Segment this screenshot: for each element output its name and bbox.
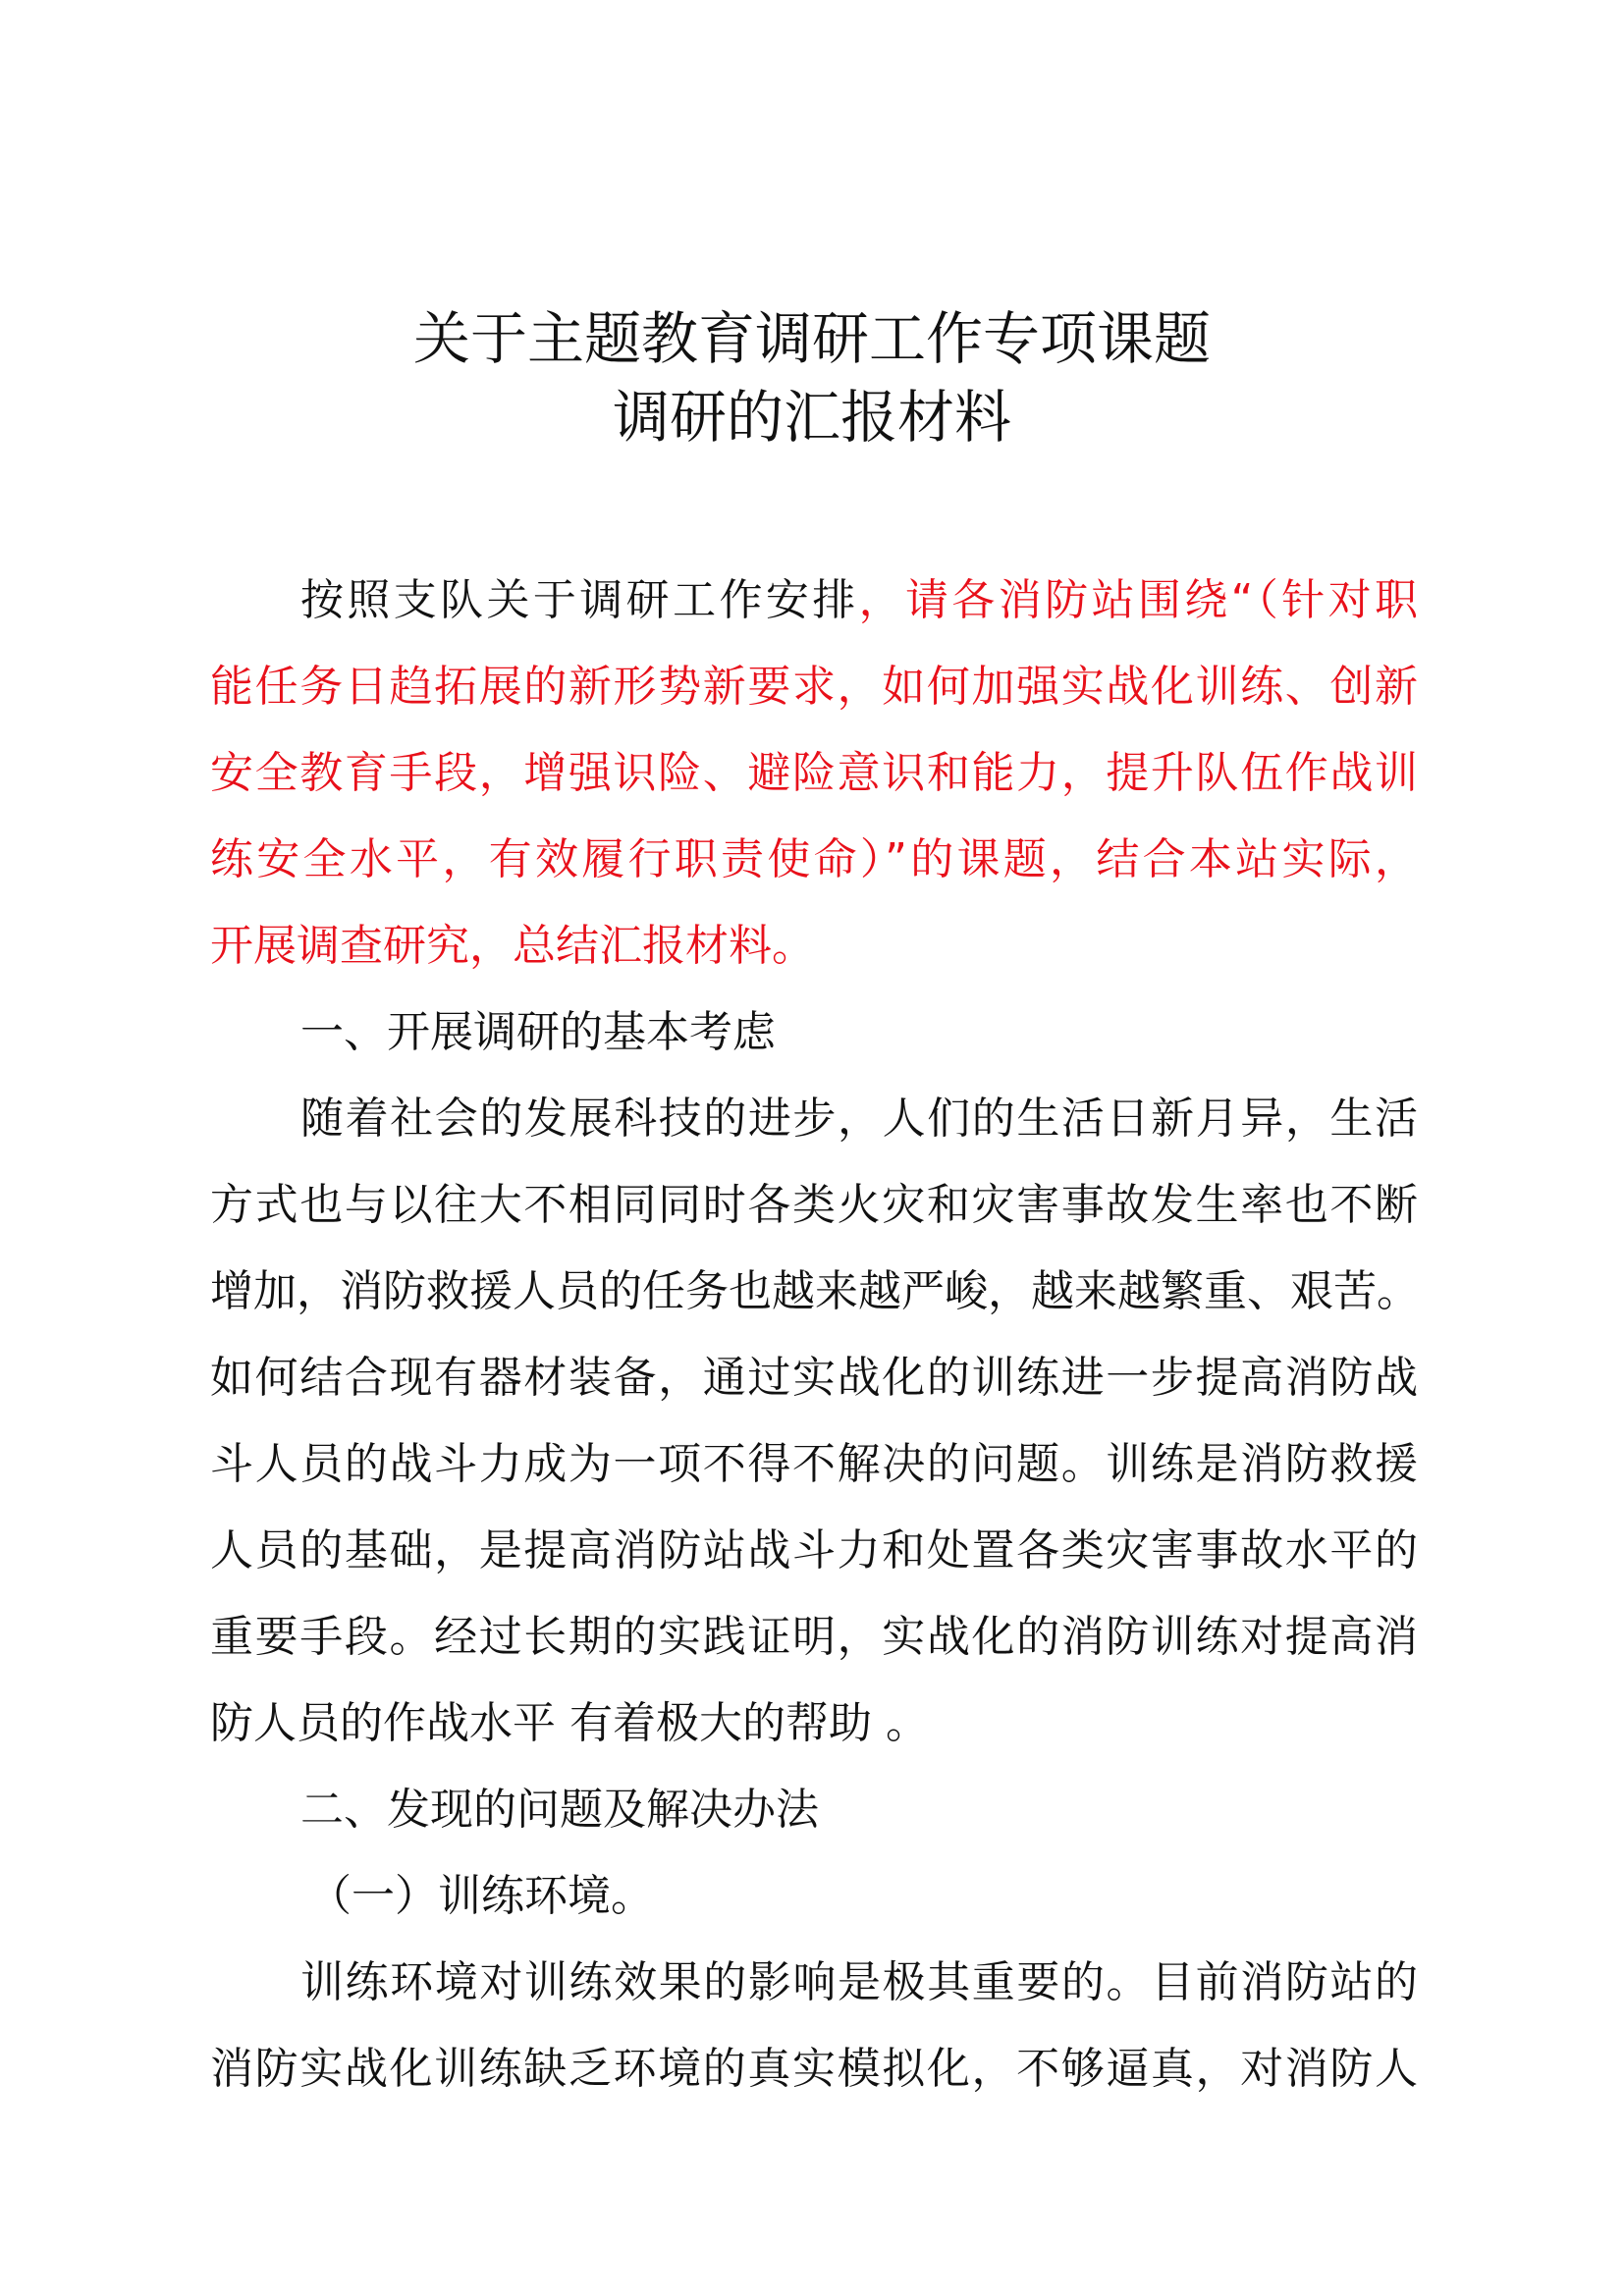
intro-line-1-black: 按照支队关于调研工作安排	[300, 575, 859, 625]
document-title	[0, 299, 1624, 456]
s1-line-1: 随着社会的发展科技的进步，人们的生活日新月异，生活	[300, 1094, 1418, 1144]
intro-line-4: 练安全水平，有效履行职责使命）”的课题，结合本站实际，	[210, 834, 1418, 884]
title-line-1: 关于主题教育调研工作专项课题	[412, 305, 1211, 372]
document-body	[210, 558, 1418, 2112]
intro-line-1-red: ，请各消防站围绕“（针对职	[858, 575, 1419, 625]
subsection-1-paragraph	[210, 1940, 1418, 2112]
s1-line-4: 如何结合现有器材装备，通过实战化的训练进一步提高消防战	[210, 1353, 1418, 1403]
section-2-heading: 二、发现的问题及解决办法	[300, 1785, 819, 1835]
section-1-heading: 一、开展调研的基本考虑	[300, 1007, 776, 1057]
ss1-line-1: 训练环境对训练效果的影响是极其重要的。目前消防站的	[300, 1957, 1418, 2007]
section-1-paragraph	[210, 1076, 1418, 1767]
s1-line-6: 人员的基础，是提高消防站战斗力和处置各类灾害事故水平的	[210, 1525, 1418, 1575]
s1-line-7: 重要手段。经过长期的实践证明，实战化的消防训练对提高消	[210, 1612, 1418, 1662]
title-line-2: 调研的汇报材料	[612, 384, 1011, 451]
intro-line-3: 安全教育手段，增强识险、避险意识和能力，提升队伍作战训	[210, 748, 1418, 798]
s1-line-3: 增加，消防救援人员的任务也越来越严峻，越来越繁重、艰苦。	[210, 1266, 1420, 1316]
subsection-1-heading: （一）训练环境。	[308, 1871, 654, 1921]
ss1-line-2: 消防实战化训练缺乏环境的真实模拟化，不够逼真，对消防人	[210, 2044, 1418, 2094]
intro-line-2: 能任务日趋拓展的新形势新要求，如何加强实战化训练、创新	[210, 662, 1418, 712]
intro-paragraph	[210, 558, 1418, 989]
s1-line-8: 防人员的作战水平 有着极大的帮助 。	[210, 1698, 929, 1748]
s1-line-5: 斗人员的战斗力成为一项不得不解决的问题。训练是消防救援	[210, 1439, 1418, 1489]
s1-line-2: 方式也与以往大不相同同时各类火灾和灾害事故发生率也不断	[210, 1180, 1418, 1230]
intro-line-5: 开展调查研究，总结汇报材料。	[210, 921, 815, 971]
intro-line-1	[210, 558, 1418, 644]
